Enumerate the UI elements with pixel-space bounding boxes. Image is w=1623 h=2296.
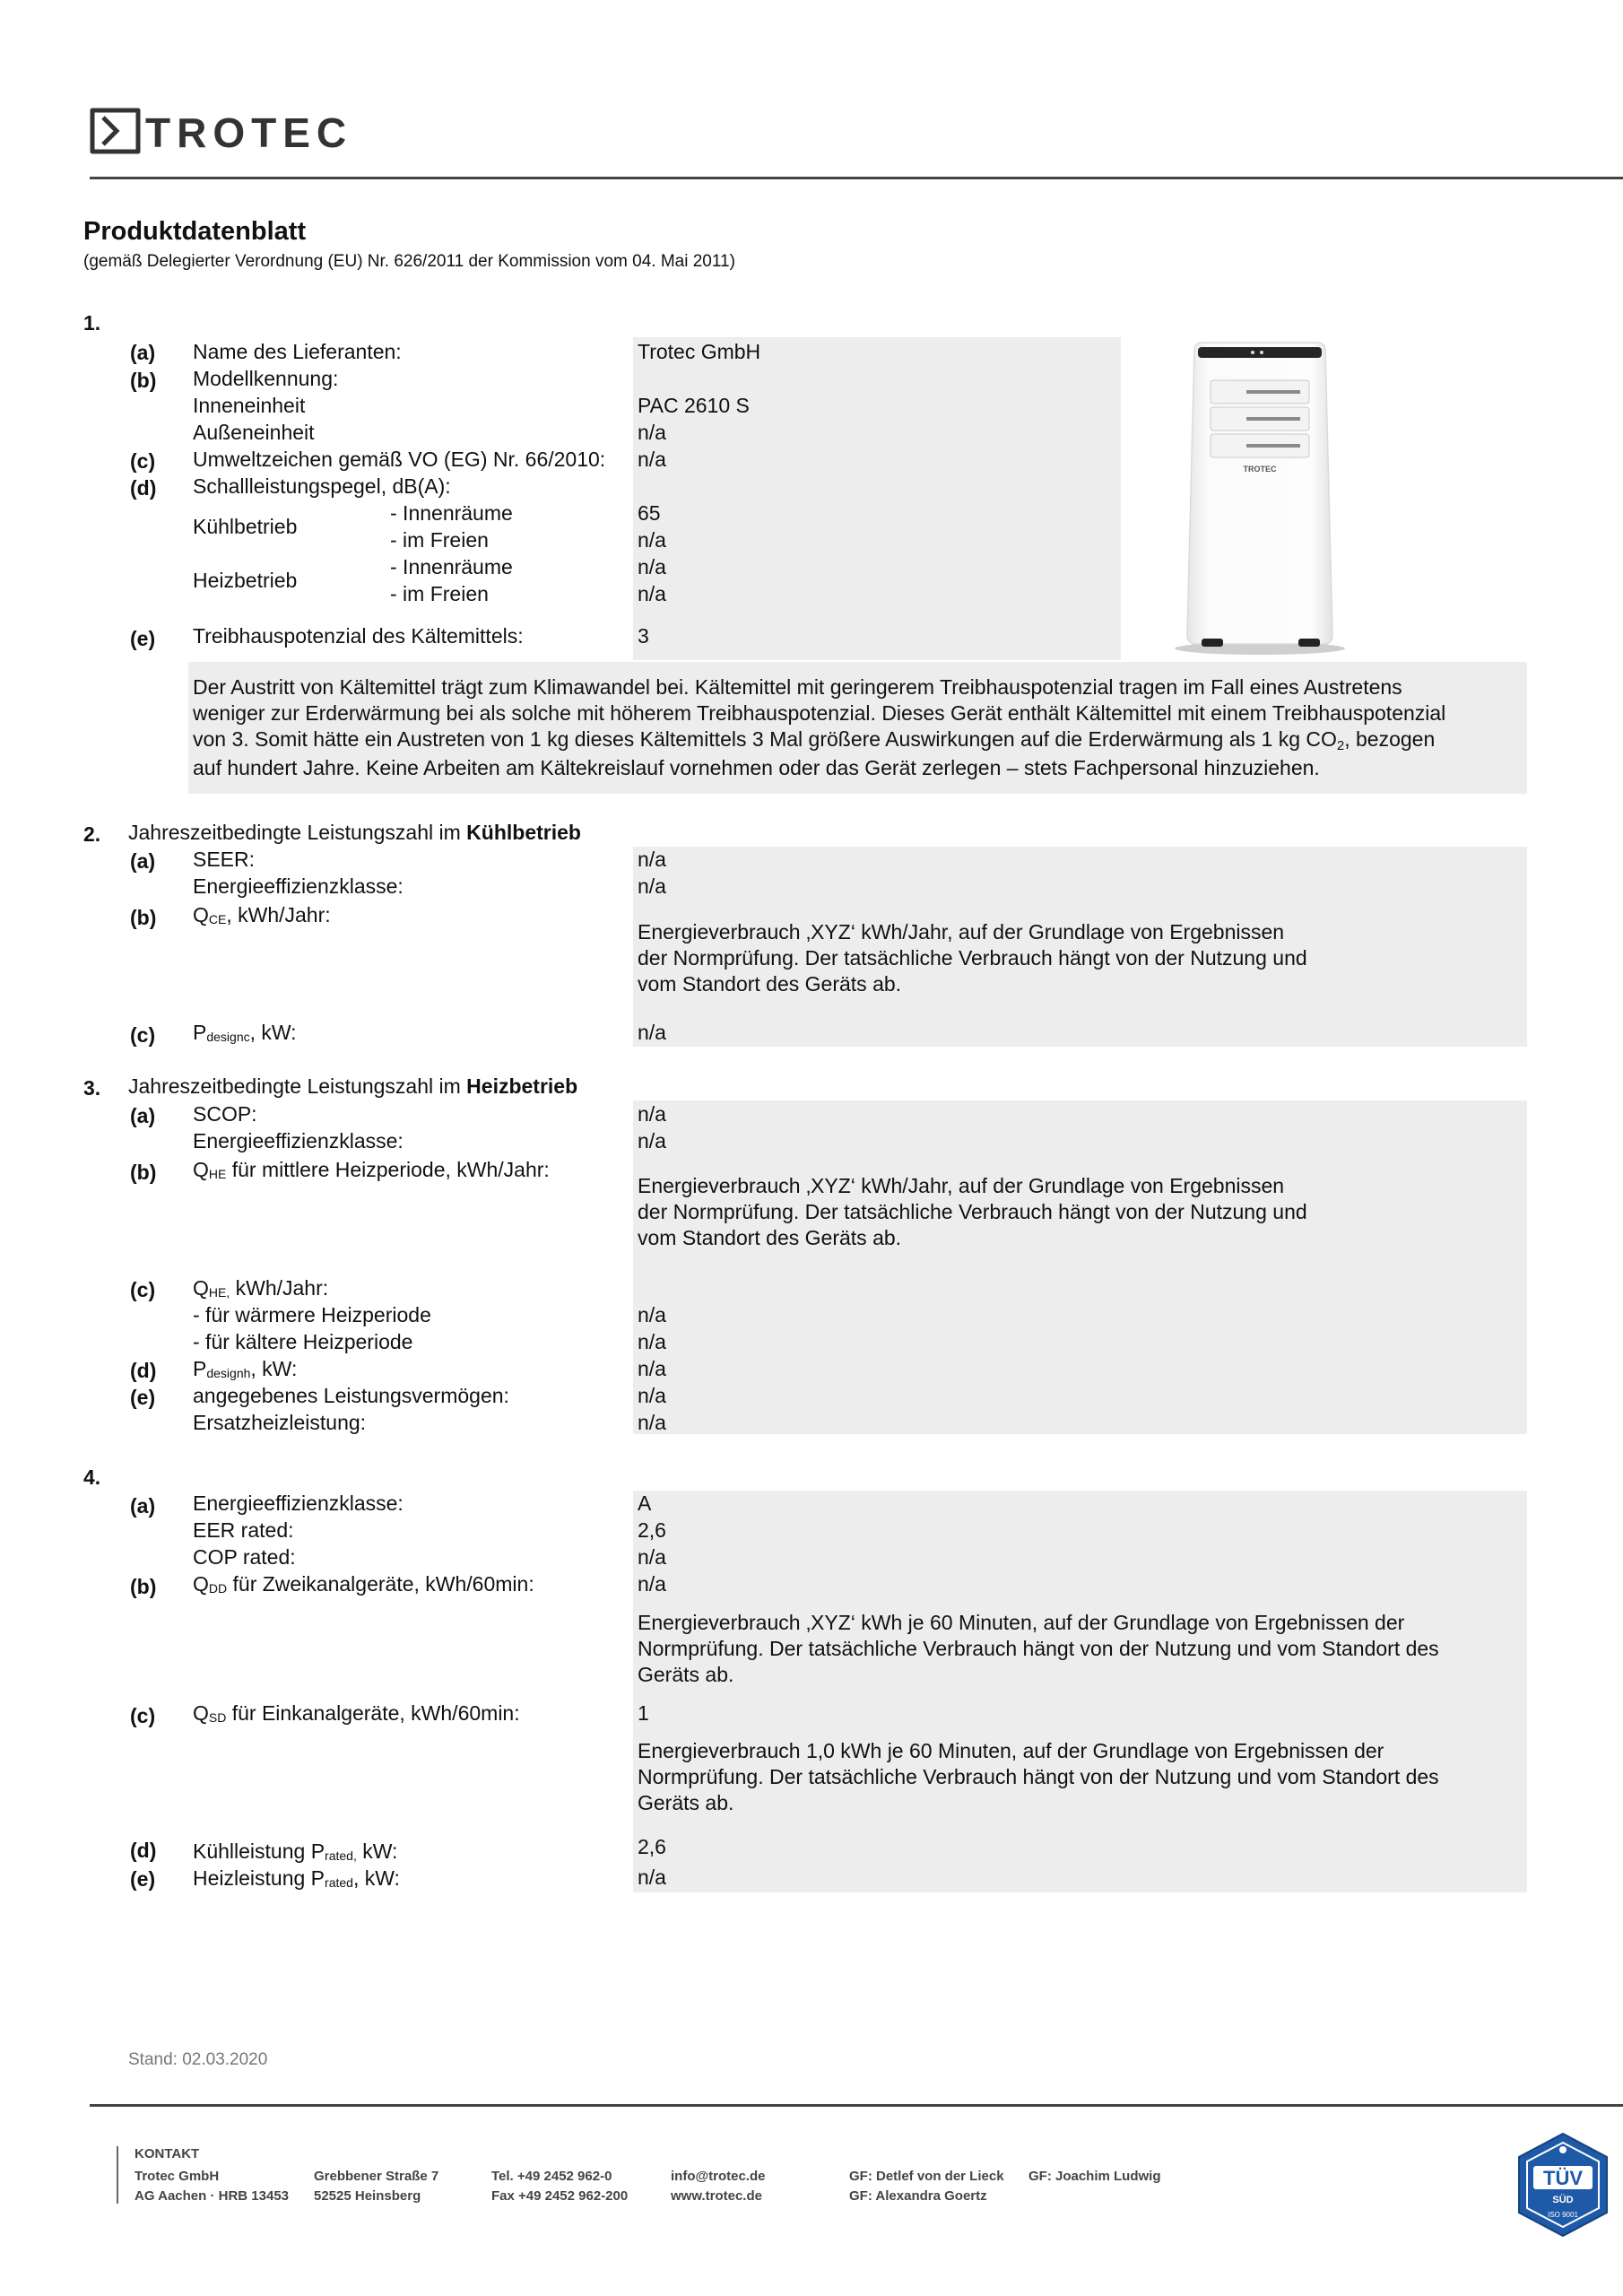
item-label: (b) bbox=[130, 1575, 157, 1598]
item-label: (d) bbox=[130, 476, 157, 500]
section-number: 4. bbox=[83, 1465, 101, 1489]
page-title: Produktdatenblatt bbox=[83, 217, 307, 246]
footer-street: Grebbener Straße 7 bbox=[314, 2169, 439, 2184]
label-text: kWh/Jahr: bbox=[230, 1276, 329, 1300]
footer-bar bbox=[117, 2146, 118, 2204]
footer-email[interactable]: info@trotec.de bbox=[671, 2169, 766, 2184]
section-heading bbox=[128, 819, 581, 846]
item-label: (b) bbox=[130, 1161, 157, 1184]
cop-label: COP rated: bbox=[193, 1545, 296, 1569]
item-label: (e) bbox=[130, 1386, 156, 1409]
qce-label bbox=[193, 901, 331, 931]
heading-text: Jahreszeitbedingte Leistungszahl im bbox=[128, 821, 467, 844]
product-brand-label: TROTEC bbox=[1243, 465, 1277, 474]
note-line: Geräts ab. bbox=[638, 1663, 734, 1686]
heating-capacity-value: n/a bbox=[638, 1866, 666, 1889]
heading-bold: Kühlbetrieb bbox=[466, 821, 581, 844]
header-rule bbox=[90, 177, 1623, 179]
symbol: Q bbox=[193, 1158, 209, 1181]
backup-heating-value: n/a bbox=[638, 1411, 666, 1434]
note-line: Der Austritt von Kältemittel trägt zum Klimawandel bei. Kältemittel mit geringerem Treibhauspotenzial tragen im Fall eines Austretens bbox=[193, 675, 1402, 699]
supplier-label: Name des Lieferanten: bbox=[193, 340, 402, 363]
qdd-value: n/a bbox=[638, 1572, 666, 1596]
label-text: Kühlleistung P bbox=[193, 1839, 325, 1863]
note-line: Energieverbrauch ‚XYZ‘ kWh/Jahr, auf der Grundlage von Ergebnissen bbox=[638, 1174, 1285, 1197]
heating-capacity-label bbox=[193, 1865, 400, 1894]
outside-label: - im Freien bbox=[390, 528, 489, 552]
qsd-label bbox=[193, 1700, 520, 1729]
subscript: rated, bbox=[325, 1848, 357, 1863]
gwp-value: 3 bbox=[638, 624, 649, 648]
qce-note bbox=[638, 919, 1307, 997]
ecolabel-value: n/a bbox=[638, 448, 666, 471]
qhe-season-label bbox=[193, 1274, 328, 1304]
subscript: rated bbox=[325, 1875, 353, 1890]
note-line: Normprüfung. Der tatsächliche Verbrauch hängt von der Nutzung und vom Standort des bbox=[638, 1765, 1439, 1788]
energy-class-label: Energieeffizienzklasse: bbox=[193, 1492, 404, 1515]
gwp-label: Treibhauspotenzial des Kältemittels: bbox=[193, 624, 524, 648]
indoor-label: - Innenräume bbox=[390, 501, 513, 525]
footer-city: 52525 Heinsberg bbox=[314, 2188, 421, 2204]
label-text: für mittlere Heizperiode, kWh/Jahr: bbox=[226, 1158, 550, 1181]
item-label: (d) bbox=[130, 1839, 157, 1862]
footer-phone: Tel. +49 2452 962-0 bbox=[491, 2169, 612, 2184]
note-line: Energieverbrauch 1,0 kWh je 60 Minuten, auf der Grundlage von Ergebnissen der bbox=[638, 1739, 1384, 1762]
seer-label: SEER: bbox=[193, 848, 256, 871]
note-line: Normprüfung. Der tatsächliche Verbrauch hängt von der Nutzung und vom Standort des bbox=[638, 1637, 1439, 1660]
pdesignc-value: n/a bbox=[638, 1021, 666, 1044]
value-shade bbox=[633, 1100, 1527, 1434]
pdesignh-label bbox=[193, 1355, 297, 1385]
tuv-seal-icon bbox=[1508, 2130, 1618, 2239]
energy-class-value: n/a bbox=[638, 874, 666, 898]
value-shade bbox=[633, 337, 1121, 660]
qhe-label bbox=[193, 1156, 550, 1186]
heat-indoor-value: n/a bbox=[638, 555, 666, 578]
item-label: (c) bbox=[130, 1704, 156, 1727]
scop-value: n/a bbox=[638, 1102, 666, 1126]
item-label: (c) bbox=[130, 449, 156, 473]
item-label: (a) bbox=[130, 849, 156, 873]
energy-class-value: n/a bbox=[638, 1129, 666, 1152]
subscript: HE, bbox=[208, 1285, 230, 1300]
qsd-value: 1 bbox=[638, 1701, 649, 1725]
indoor-label: - Innenräume bbox=[390, 555, 513, 578]
label-text: , kW: bbox=[352, 1866, 400, 1890]
label-text: für Zweikanalgeräte, kWh/60min: bbox=[227, 1572, 534, 1596]
symbol: P bbox=[193, 1021, 207, 1044]
item-label: (a) bbox=[130, 341, 156, 364]
trotec-logo-icon bbox=[90, 106, 453, 156]
refrigerant-note bbox=[193, 674, 1524, 781]
label-text: für Einkanalgeräte, kWh/60min: bbox=[226, 1701, 520, 1725]
subscript: designc bbox=[206, 1030, 250, 1044]
tuv-text: TÜV bbox=[1543, 2167, 1583, 2189]
sound-power-label: Schallleistungspegel, dB(A): bbox=[193, 474, 451, 498]
co2-subscript: 2 bbox=[1336, 738, 1345, 753]
ecolabel-label: Umweltzeichen gemäß VO (EG) Nr. 66/2010: bbox=[193, 448, 606, 471]
note-line: Geräts ab. bbox=[638, 1791, 734, 1814]
qdd-note bbox=[638, 1610, 1439, 1688]
heading-text: Jahreszeitbedingte Leistungszahl im bbox=[128, 1074, 467, 1098]
note-line: weniger zur Erderwärmung bei als solche mit höherem Treibhauspotenzial. Dieses Gerät enthält Kältemittel mit einem Treibhauspotenzial bbox=[193, 701, 1446, 725]
note-text: von 3. Somit hätte ein Austreten von 1 kg dieses Kältemittels 3 Mal größere Auswirkungen auf die Erderwärmung als 1 kg CO bbox=[193, 727, 1337, 751]
subscript: HE bbox=[208, 1167, 227, 1181]
note-line: vom Standort des Geräts ab. bbox=[638, 972, 902, 996]
warmer-season-label: - für wärmere Heizperiode bbox=[193, 1303, 431, 1326]
brand-logo bbox=[90, 106, 453, 156]
backup-heating-label: Ersatzheizleistung: bbox=[193, 1411, 367, 1434]
note-line: auf hundert Jahre. Keine Arbeiten am Kältekreislauf vornehmen oder das Gerät zerlegen – stets Fachpersonal hinzuziehen. bbox=[193, 756, 1320, 779]
seer-value: n/a bbox=[638, 848, 666, 871]
energy-class-value: A bbox=[638, 1492, 652, 1515]
footer-ceo-1: GF: Detlef von der Lieck bbox=[849, 2169, 1004, 2184]
section-number: 3. bbox=[83, 1076, 101, 1100]
item-label: (e) bbox=[130, 627, 156, 650]
item-label: (e) bbox=[130, 1867, 156, 1891]
label-text: , kW: bbox=[250, 1357, 298, 1380]
qdd-label bbox=[193, 1570, 534, 1600]
supplier-value: Trotec GmbH bbox=[638, 340, 761, 363]
model-label: Modellkennung: bbox=[193, 367, 339, 390]
outdoor-unit-value: n/a bbox=[638, 421, 666, 444]
qsd-note bbox=[638, 1738, 1439, 1816]
eer-label: EER rated: bbox=[193, 1518, 294, 1542]
label-text: kW: bbox=[356, 1839, 398, 1863]
revision-date: Stand: 02.03.2020 bbox=[128, 2050, 268, 2069]
colder-season-label: - für kältere Heizperiode bbox=[193, 1330, 413, 1353]
item-label: (b) bbox=[130, 906, 157, 929]
product-image bbox=[1157, 339, 1363, 662]
qhe-note bbox=[638, 1173, 1307, 1251]
iso-text: ISO 9001 bbox=[1548, 2211, 1578, 2219]
cooling-mode-label: Kühlbetrieb bbox=[193, 515, 298, 538]
eer-value: 2,6 bbox=[638, 1518, 666, 1542]
symbol: P bbox=[193, 1357, 207, 1380]
cool-indoor-value: 65 bbox=[638, 501, 661, 525]
symbol: Q bbox=[193, 1276, 209, 1300]
page-subtitle: (gemäß Delegierter Verordnung (EU) Nr. 626/2011 der Kommission vom 04. Mai 2011) bbox=[83, 252, 735, 271]
item-label: (a) bbox=[130, 1494, 156, 1518]
outside-label: - im Freien bbox=[390, 582, 489, 605]
heading-bold: Heizbetrieb bbox=[466, 1074, 578, 1098]
label-text: Heizleistung P bbox=[193, 1866, 325, 1890]
value-shade bbox=[633, 1491, 1527, 1892]
declared-capacity-value: n/a bbox=[638, 1384, 666, 1407]
declared-capacity-label: angegebenes Leistungsvermögen: bbox=[193, 1384, 509, 1407]
section-heading bbox=[128, 1073, 577, 1100]
scop-label: SCOP: bbox=[193, 1102, 257, 1126]
note-line: der Normprüfung. Der tatsächliche Verbrauch hängt von der Nutzung und bbox=[638, 946, 1307, 970]
symbol: Q bbox=[193, 1572, 209, 1596]
section-number: 2. bbox=[83, 822, 101, 846]
sud-text: SÜD bbox=[1552, 2195, 1574, 2205]
footer-register: AG Aachen · HRB 13453 bbox=[135, 2188, 290, 2204]
colder-season-value: n/a bbox=[638, 1330, 666, 1353]
item-label: (c) bbox=[130, 1023, 156, 1047]
note-line: vom Standort des Geräts ab. bbox=[638, 1226, 902, 1249]
outdoor-unit-label: Außeneinheit bbox=[193, 421, 315, 444]
subscript: designh bbox=[206, 1366, 251, 1380]
tuv-badge bbox=[1508, 2130, 1618, 2239]
footer-ceo-3: GF: Joachim Ludwig bbox=[1028, 2169, 1161, 2184]
warmer-season-value: n/a bbox=[638, 1303, 666, 1326]
label-text: , kW: bbox=[249, 1021, 297, 1044]
indoor-unit-value: PAC 2610 S bbox=[638, 394, 750, 417]
note-line: Energieverbrauch ‚XYZ‘ kWh je 60 Minuten, auf der Grundlage von Ergebnissen der bbox=[638, 1611, 1405, 1634]
item-label: (b) bbox=[130, 369, 157, 392]
footer-rule bbox=[90, 2104, 1623, 2107]
footer-ceo-2: GF: Alexandra Goertz bbox=[849, 2188, 987, 2204]
cooling-capacity-value: 2,6 bbox=[638, 1835, 666, 1858]
footer-contact-heading: KONTAKT bbox=[135, 2146, 200, 2161]
symbol: Q bbox=[193, 903, 209, 926]
subscript: CE bbox=[208, 912, 227, 926]
energy-class-label: Energieeffizienzklasse: bbox=[193, 1129, 404, 1152]
cop-value: n/a bbox=[638, 1545, 666, 1569]
symbol: Q bbox=[193, 1701, 209, 1725]
note-line bbox=[193, 726, 1524, 755]
cooling-capacity-label bbox=[193, 1838, 397, 1867]
footer-website[interactable]: www.trotec.de bbox=[671, 2188, 762, 2204]
pdesignh-value: n/a bbox=[638, 1357, 666, 1380]
footer-company: Trotec GmbH bbox=[135, 2169, 220, 2184]
subscript: DD bbox=[208, 1581, 228, 1596]
indoor-unit-label: Inneneinheit bbox=[193, 394, 306, 417]
item-label: (a) bbox=[130, 1104, 156, 1127]
note-line: Energieverbrauch ‚XYZ‘ kWh/Jahr, auf der Grundlage von Ergebnissen bbox=[638, 920, 1285, 944]
footer-fax: Fax +49 2452 962-200 bbox=[491, 2188, 629, 2204]
cool-outside-value: n/a bbox=[638, 528, 666, 552]
energy-class-label: Energieeffizienzklasse: bbox=[193, 874, 404, 898]
heat-outside-value: n/a bbox=[638, 582, 666, 605]
label-text: , kWh/Jahr: bbox=[226, 903, 331, 926]
section-number: 1. bbox=[83, 311, 101, 335]
heating-mode-label: Heizbetrieb bbox=[193, 569, 298, 592]
pdesignc-label bbox=[193, 1019, 297, 1048]
note-line: der Normprüfung. Der tatsächliche Verbrauch hängt von der Nutzung und bbox=[638, 1200, 1307, 1223]
item-label: (d) bbox=[130, 1359, 157, 1382]
item-label: (c) bbox=[130, 1278, 156, 1301]
note-text: , bezogen bbox=[1344, 727, 1436, 751]
subscript: SD bbox=[208, 1710, 227, 1725]
brand-name: TROTEC bbox=[145, 109, 353, 156]
